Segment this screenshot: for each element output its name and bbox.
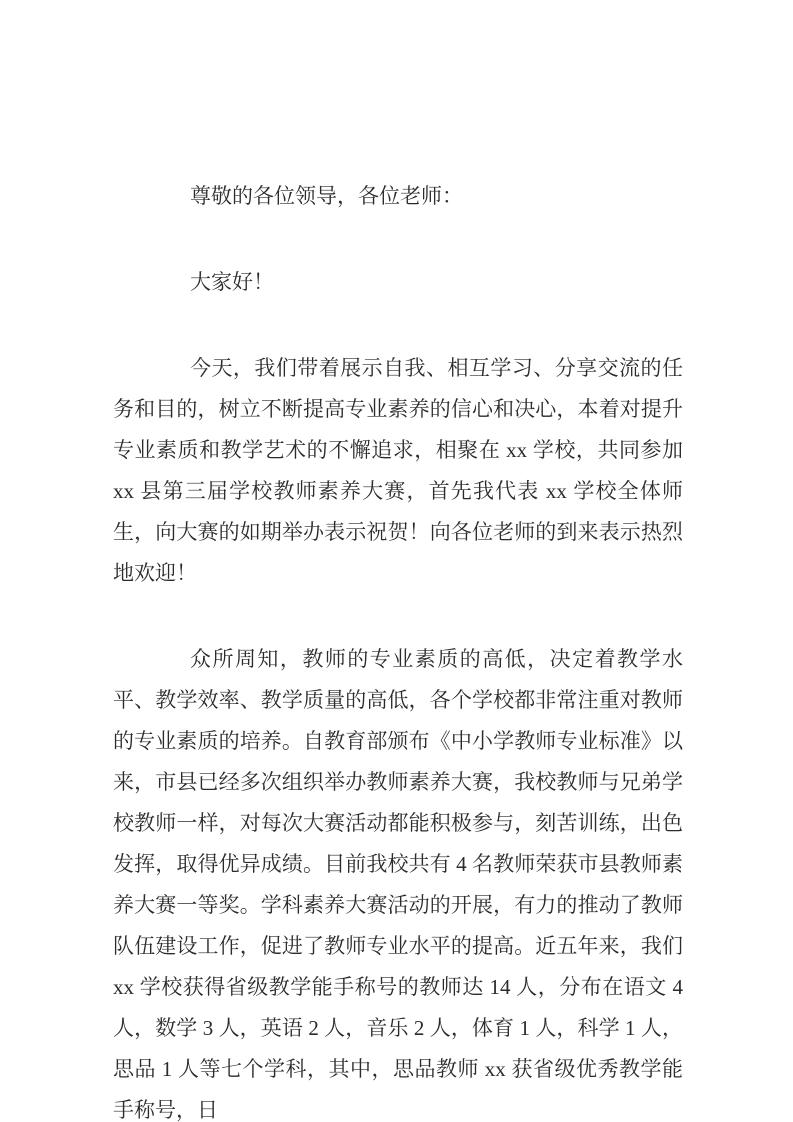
body-paragraph-2: 众所周知，教师的专业素质的高低，决定着教学水平、教学效率、教学质量的高低，各个学校都非常注重对教师的专业素质的培养。自教育部颁布《中小学教师专业标准》以来，市县已经多次组织举办教师素养大赛，我校教师与兄弟学校教师一样，对每次大赛活动都能积极参与，刻苦训练，出色发挥，取得优异成绩。目前我校共有 4 名教师荣获市县教师素养大赛一等奖。学科素养大赛活动的开展，有力的推动了教师队伍建设工作，促进了教师专业水平的提高。近五年来，我们 xx 学校获得省级教学能手称号的教师达 14 人，分布在语文 4 人，数学 3 人，英语 2 人，音乐 2 人，体育 1 人，科学 1 人，思品 1 人等七个学科，其中，思品教师 xx 获省级优秀教学能手称号，日 xyxy=(113,647,683,1122)
body-paragraph-1: 今天，我们带着展示自我、相互学习、分享交流的任务和目的，树立不断提高专业素养的信心和决心，本着对提升专业素质和教学艺术的不懈追求，相聚在 xx 学校，共同参加 xx 县第三届学校教师素养大赛，首先我代表 xx 学校全体师生，向大赛的如期举办表示祝贺！向各位老师的到来表示热烈地欢迎！ xyxy=(113,356,683,585)
greeting-line: 大家好！ xyxy=(190,270,274,294)
salutation-line: 尊敬的各位领导，各位老师： xyxy=(190,184,463,208)
document-body xyxy=(113,176,683,1122)
